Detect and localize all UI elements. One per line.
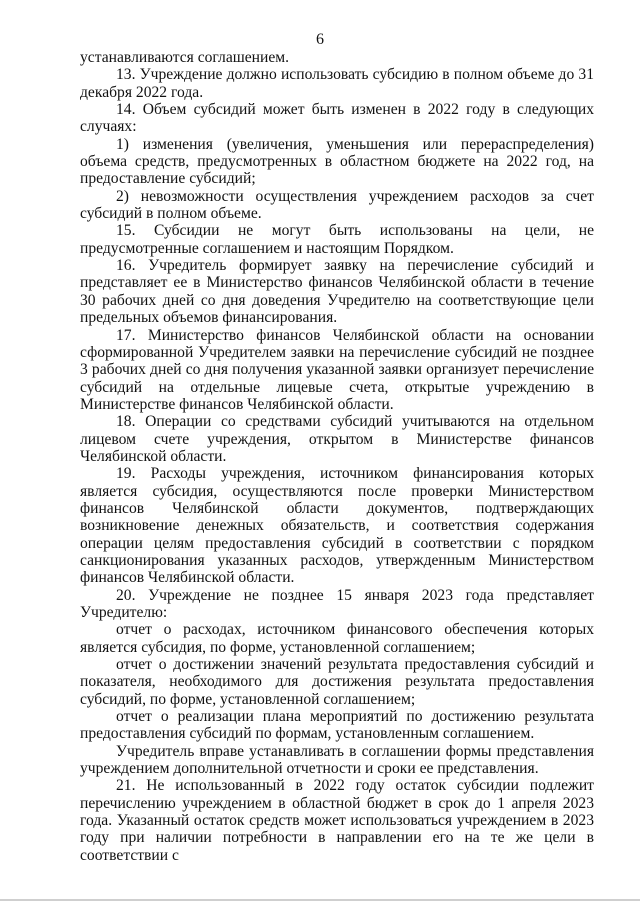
paragraph-17: 17. Министерство финансов Челябинской области на основании сформированной Учредителем заявки на перечисление субсидий не позднее 3 рабочих дней со дня получения указанной заявки организует перечисление субсидий на отдельные лицевые счета, открытые учреждению в Министерстве финансов Челябинской области. [80,326,594,413]
paragraph-18: 18. Операции со средствами субсидий учитываются на отдельном лицевом счете учреждения, открытом в Министерстве финансов Челябинской области. [80,413,594,465]
paragraph-20-report-1: отчет о расходах, источником финансового обеспечения которых является субсидия, по форме, установленной соглашением; [80,621,594,656]
document-body [80,49,594,864]
paragraph-19: 19. Расходы учреждения, источником финансирования которых является субсидия, осуществляются после проверки Министерством финансов Челябинской области документов, подтверждающих возникновение денежных обязательств, и соответствия содержания операции целям предоставления субсидий в соответствии с порядком санкционирования указанных расходов, утвержденным Министерством финансов Челябинской области. [80,465,594,587]
paragraph-13: 13. Учреждение должно использовать субсидию в полном объеме до 31 декабря 2022 года. [80,66,594,101]
paragraph-21: 21. Не использованный в 2022 году остаток субсидии подлежит перечислению учреждением в областной бюджет в срок до 1 апреля 2023 года. Указанный остаток средств может использоваться учреждением в 2023 году при наличии потребности в направлении его на те же цели в соответствии с [80,777,594,864]
paragraph-14-item-1: 1) изменения (увеличения, уменьшения или перераспределения) объема средств, предусмотренных в областном бюджете на 2022 год, на предоставление субсидий; [80,135,594,188]
paragraph-14: 14. Объем субсидий может быть изменен в 2022 году в следующих случаях: [80,101,594,136]
page-bottom-edge [0,899,640,901]
paragraph-16: 16. Учредитель формирует заявку на перечисление субсидий и представляет ее в Министерство финансов Челябинской области в течение 30 рабочих дней со дня доведения Учредителю на соответствующие цели предельных объемов финансирования. [80,257,594,327]
paragraph-15: 15. Субсидии не могут быть использованы на цели, не предусмотренные соглашением и настоящим Порядком. [80,222,594,257]
paragraph-20-report-3: отчет о реализации плана мероприятий по достижению результата предоставления субсидий по формам, установленным соглашением. [80,708,594,743]
paragraph-14-item-2: 2) невозможности осуществления учреждением расходов за счет субсидий в полном объеме. [80,187,594,223]
paragraph-continuation: устанавливаются соглашением. [80,49,290,66]
paragraph-20-report-2: отчет о достижении значений результата предоставления субсидий и показателя, необходимого для достижения результата предоставления субсидий, по форме, установленной соглашением; [80,656,594,708]
paragraph-20-founder-right: Учредитель вправе устанавливать в соглашении формы представления учреждением дополнительной отчетности и сроки ее представления. [80,742,594,778]
page-number: 6 [316,31,324,48]
paragraph-20: 20. Учреждение не позднее 15 января 2023 года представляет Учредителю: [80,586,594,621]
